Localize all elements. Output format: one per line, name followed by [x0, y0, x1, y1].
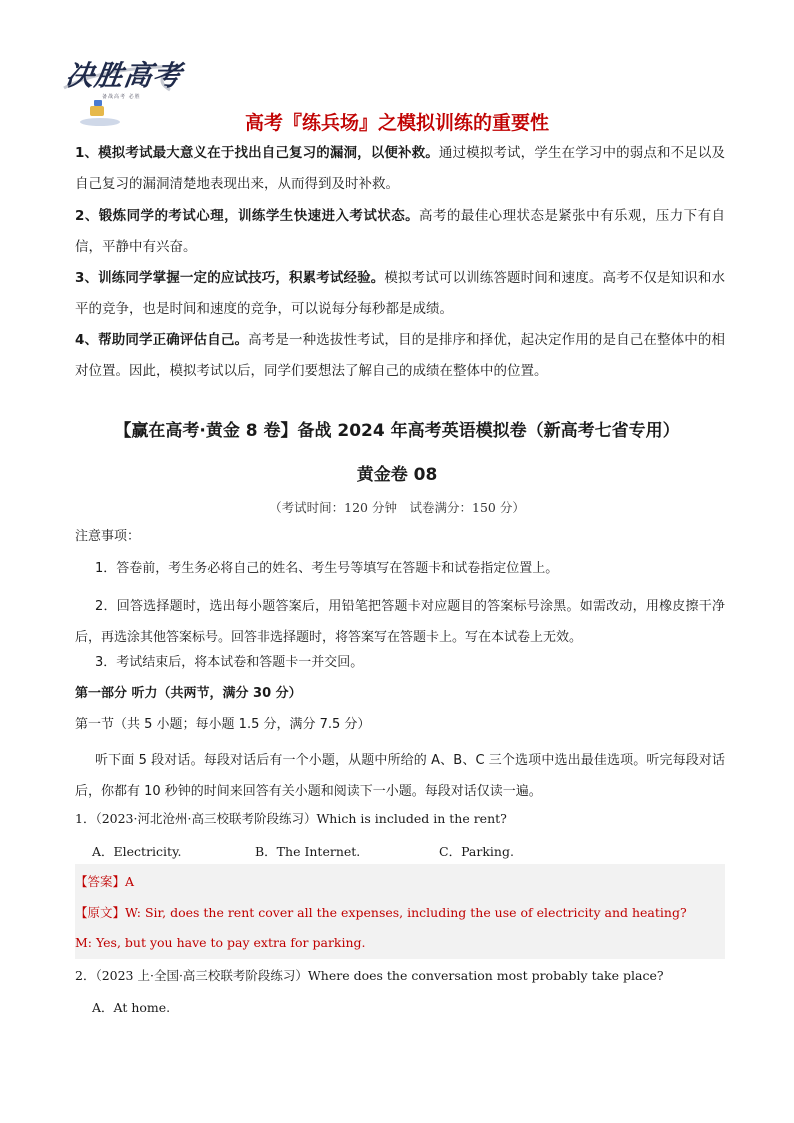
source-label: 【原文】 — [75, 905, 126, 920]
notice-item-2: 2．回答选择题时，选出每小题答案后，用铅笔把答题卡对应题目的答案标号涂黑。如需改动，用橡皮擦干净后，再选涂其他答案标号。回答非选择题时，将答案写在答题卡上。写在本试卷上无效。 — [75, 599, 725, 645]
question-1-option-b: B．The Internet. — [255, 844, 361, 859]
part1-section1: 第一节（共 5 小题；每小题 1.5 分，满分 7.5 分） — [75, 717, 371, 732]
question-1-stem: 1．（2023·河北沧州·高三校联考阶段练习）Which is included in the rent? — [75, 811, 507, 826]
point-2-bold: 2、锻炼同学的考试心理，训练学生快速进入考试状态。 — [75, 208, 420, 224]
point-1 — [75, 138, 725, 200]
logo-text: 决胜高考 — [63, 59, 185, 92]
question-2-option-a: A．At home. — [92, 1000, 171, 1015]
notice-heading: 注意事项： — [75, 529, 141, 544]
point-4-bold: 4、帮助同学正确评估自己。 — [75, 332, 249, 348]
source-line-2: M: Yes, but you have to pay extra for parking. — [75, 935, 366, 950]
answer-value: A — [125, 874, 135, 889]
page-title: 高考『练兵场』之模拟训练的重要性 — [244, 112, 549, 134]
question-1-answer — [75, 872, 134, 890]
point-4 — [75, 325, 725, 387]
point-1-bold: 1、模拟考试最大意义在于找出自己复习的漏洞，以便补救。 — [75, 145, 439, 161]
notice-item-1: 1．答卷前，考生务必将自己的姓名、考生号等填写在答题卡和试卷指定位置上。 — [95, 561, 559, 576]
question-1-source-line-2 — [75, 935, 366, 950]
part1-instructions: 听下面 5 段对话。每段对话后有一个小题，从题中所给的 A、B、C 三个选项中选出最佳选项。听完每段对话后，你都有 10 秒钟的时间来回答有关小题和阅读下一小题。每段对话仅读一遍。 — [75, 753, 725, 799]
point-4-text: 高考是一种选拔性考试，目的是排序和择优，起决定作用的是自己在整体中的相对位置。因此，模拟考试以后，同学们要想法了解自己的成绩在整体中的位置。 — [75, 332, 726, 379]
exam-subtitle: 黄金卷 08 — [356, 465, 438, 485]
logo-subtext: 备战高考 必胜 — [102, 94, 141, 100]
notice-item-3: 3．考试结束后，将本试卷和答题卡一并交回。 — [95, 655, 364, 670]
answer-label: 【答案】 — [75, 874, 126, 889]
question-1-options — [92, 842, 712, 862]
point-2 — [75, 201, 725, 263]
point-3-bold: 3、训练同学掌握一定的应试技巧，积累考试经验。 — [75, 270, 385, 286]
exam-meta: （考试时间：120 分钟 试卷满分：150 分） — [269, 500, 525, 515]
exam-title: 【赢在高考·黄金 8 卷】备战 2024 年高考英语模拟卷（新高考七省专用） — [114, 421, 680, 441]
point-2-text: 高考的最佳心理状态是紧张中有乐观，压力下有自信，平静中有兴奋。 — [75, 208, 725, 255]
point-3-text: 模拟考试可以训练答题时间和速度。高考不仅是知识和水平的竞争，也是时间和速度的竞争，可以说每分每秒都是成绩。 — [75, 270, 725, 317]
question-1-source — [75, 903, 687, 921]
question-2-options — [92, 998, 712, 1018]
question-1-option-a: A．Electricity. — [92, 844, 182, 859]
source-line-1: W: Sir, does the rent cover all the expenses, including the use of electricity and heating? — [125, 905, 687, 920]
part1-heading: 第一部分 听力（共两节，满分 30 分） — [75, 686, 302, 701]
question-1-option-c: C．Parking. — [439, 844, 514, 859]
question-2-stem: 2．（2023 上·全国·高三校联考阶段练习）Where does the conversation most probably take place? — [75, 968, 664, 983]
point-3 — [75, 263, 725, 325]
point-1-text: 通过模拟考试，学生在学习中的弱点和不足以及自己复习的漏洞清楚地表现出来，从而得到及时补救。 — [75, 145, 725, 192]
